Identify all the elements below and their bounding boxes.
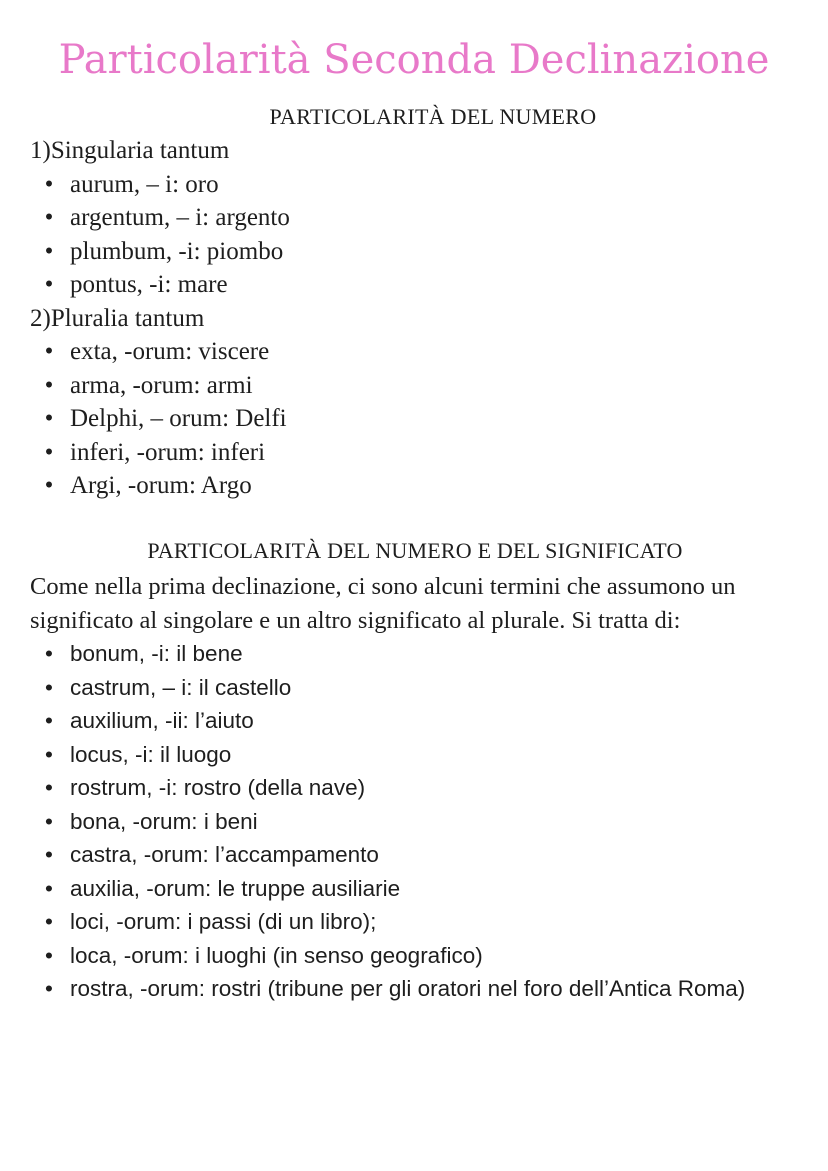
list-item <box>45 771 790 805</box>
list-item <box>44 436 800 470</box>
list-item-text: plumbum, -i: piombo <box>70 237 284 265</box>
list-item-text: aurum, – i: oro <box>70 170 219 198</box>
bullet-icon: • <box>45 674 53 700</box>
bullet-icon: • <box>44 170 54 198</box>
bullet-icon: • <box>45 909 53 934</box>
list-item <box>45 939 790 973</box>
list-item <box>44 402 800 436</box>
list-significato <box>30 637 790 1006</box>
list-item-text: argentum, – i: argento <box>70 204 290 231</box>
bullet-icon: • <box>45 808 53 834</box>
list-item-text: bonum, -i: il bene <box>70 641 243 666</box>
list-item-text: arma, -orum: armi <box>70 371 253 399</box>
bullet-icon: • <box>45 942 53 968</box>
list-item-text: castra, -orum: l’accampamento <box>70 842 379 867</box>
intro-paragraph: Come nella prima declinazione, ci sono alcuni termini che assumono un significato al singolare e un altro significato al plurale. Si tratta di: <box>30 573 736 634</box>
list-item <box>44 469 800 503</box>
section-heading-numero: PARTICOLARITÀ DEL NUMERO <box>269 104 597 129</box>
list-item <box>44 201 800 235</box>
list-item-text: Argi, -orum: Argo <box>70 472 252 499</box>
bullet-icon: • <box>45 708 53 733</box>
list-item <box>44 268 800 302</box>
list-item-text: auxilia, -orum: le truppe ausiliarie <box>70 875 401 901</box>
list-item <box>45 738 790 772</box>
list-singularia <box>30 168 800 302</box>
list-item <box>45 671 790 705</box>
bullet-icon: • <box>44 338 54 365</box>
list-item <box>45 972 790 1006</box>
bullet-icon: • <box>45 775 53 800</box>
list-item <box>45 838 790 872</box>
bullet-icon: • <box>44 438 54 466</box>
bullet-icon: • <box>44 405 54 432</box>
list-item <box>44 168 800 202</box>
list-item <box>45 805 790 839</box>
list-item-text: bona, -orum: i beni <box>70 808 258 834</box>
list-item <box>44 235 800 269</box>
list-item-text: Delphi, – orum: Delfi <box>70 405 287 432</box>
list-item-text: rostra, -orum: rostri (tribune per gli oratori nel foro dell’Antica Roma) <box>70 976 746 1001</box>
list-item <box>44 369 800 403</box>
list-item-text: rostrum, -i: rostro (della nave) <box>70 775 366 800</box>
section-numero-significato <box>30 532 800 1006</box>
list-item-text: castrum, – i: il castello <box>70 674 292 700</box>
bullet-icon: • <box>45 842 53 867</box>
section-numero <box>30 100 800 503</box>
bullet-icon: • <box>45 741 53 767</box>
page-title: Particolarità Seconda Declinazione <box>58 37 770 83</box>
bullet-icon: • <box>45 875 53 901</box>
list-item <box>44 335 800 369</box>
list-item <box>45 905 790 939</box>
list-item-text: loci, -orum: i passi (di un libro); <box>70 909 377 934</box>
list-item-text: inferi, -orum: inferi <box>70 438 266 466</box>
section-heading-numero-significato: PARTICOLARITÀ DEL NUMERO E DEL SIGNIFICATO <box>147 538 683 563</box>
bullet-icon: • <box>44 204 54 231</box>
list-item <box>45 704 790 738</box>
bullet-icon: • <box>45 641 53 666</box>
list-item-text: exta, -orum: viscere <box>70 338 270 365</box>
bullet-icon: • <box>44 472 54 499</box>
bullet-icon: • <box>45 976 53 1001</box>
list-pluralia <box>30 335 800 503</box>
list-item <box>45 872 790 906</box>
bullet-icon: • <box>44 271 54 298</box>
group-label-singularia: 1)Singularia tantum <box>30 137 230 164</box>
list-item <box>45 637 790 671</box>
bullet-icon: • <box>44 371 54 399</box>
group-label-pluralia: 2)Pluralia tantum <box>30 304 205 332</box>
list-item-text: loca, -orum: i luoghi (in senso geografico) <box>70 942 483 968</box>
group-pluralia <box>30 302 800 503</box>
list-item-text: pontus, -i: mare <box>70 271 228 298</box>
group-singularia <box>30 134 800 302</box>
bullet-icon: • <box>44 237 54 265</box>
list-item-text: auxilium, -ii: l’aiuto <box>70 708 254 733</box>
list-item-text: locus, -i: il luogo <box>70 741 232 767</box>
